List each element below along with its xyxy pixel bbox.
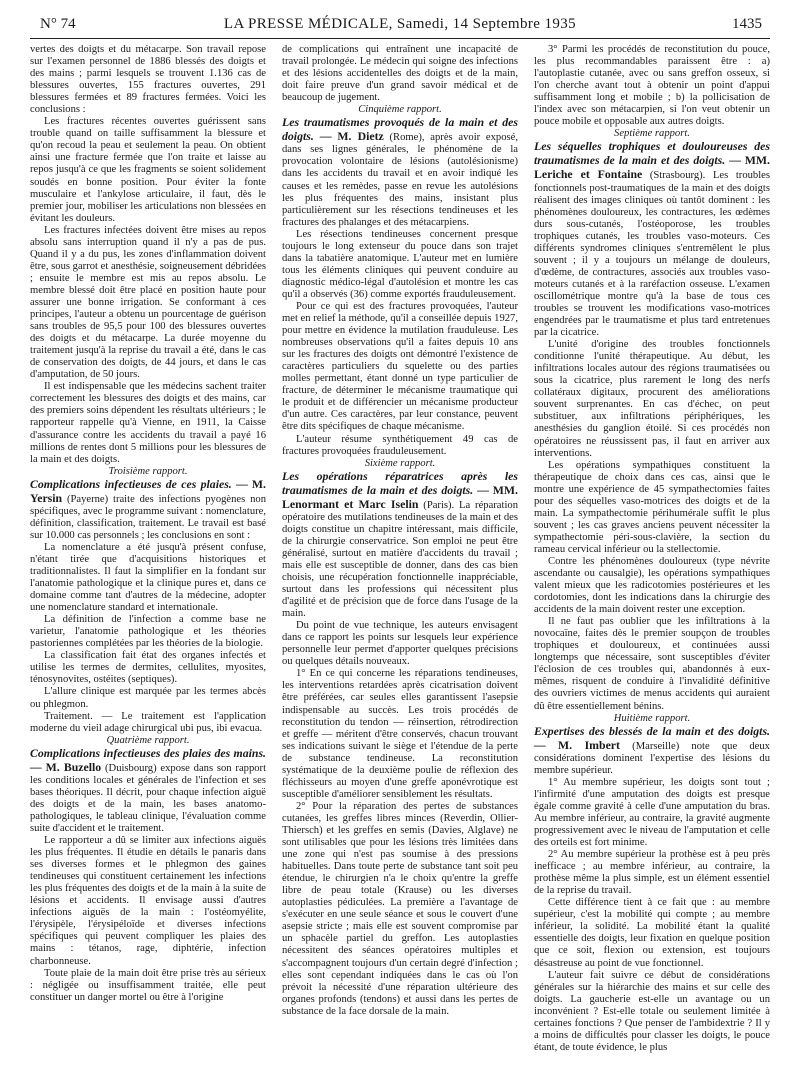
paragraph: 1° En ce qui concerne les réparations tendineuses, les interventions retardées après cicatrisation doivent être préférées, car seules elles garantissent l'asepsie indispensable au succès. Les trois procédés de reconstitution du tendon — réinsertion, rétrodirection et greffe — méritent d'être conservés, chacun trouvant ses indications suivant le siège et l'étendue de la perte de substance tendineuse. La reconstitution systématique de la deuxième poulie de réflexion des fléchisseurs au moyen d'une greffe aponévrotique est susceptible d'améliorer sensiblement les résultats.	[282, 668, 518, 800]
column-3	[534, 44, 770, 1054]
section-heading: Sixième rapport.	[364, 457, 436, 469]
paragraph: La classification fait état des organes infectés et utilise les termes de dermites, cellulites, myosites, ténosynovites, ostéites (septiques).	[30, 650, 266, 686]
section-heading: Septième rapport.	[614, 128, 690, 140]
paragraph: (Duisbourg) expose dans son rapport les conditions locales et générales de l'infection et ses bases théoriques. Il décrit, pour chaque infection aiguë des doigts et de la main, les bases anatomo-pathologiques, le tableau clinique, l'évaluation comme suite d'accident et le traitement.	[30, 762, 267, 834]
issue-number: N° 74	[40, 16, 76, 32]
paragraph: 3° Parmi les procédés de reconstitution du pouce, les plus recommandables paraissent être : a) l'autoplastie cutanée, avec ou sans greffon osseux, si l'on cherche avant tout à obtenir un point d'appui suffisamment long et mobile ; b) la pollicisation de l'index avec son métacarpien, si l'on veut obtenir un pouce mobile et opposable aux autres doigts.	[534, 44, 770, 128]
section-heading: Troisième rapport.	[108, 465, 188, 477]
paragraph: 1° Au membre supérieur, les doigts sont tout ; l'infirmité d'une amputation des doigts est presque égale comme gravité à celle d'une amputation du bras. Au membre inférieur, au contraire, la gravité augmente progressivement avec le niveau de l'amputation et celle des orteils est fort minime.	[534, 776, 770, 849]
section-heading: Quatrième rapport.	[106, 734, 190, 746]
paragraph: 2° Pour la réparation des pertes de substances cutanées, les greffes libres minces (Reverdin, Ollier-Thiersch) et les greffes en semis (Davies, Alglave) ne sont utilisables que pour les lésions très limitées dans une zone qui n'est pas soumise à des pressions habituelles. Dans toute perte de substance tant soit peu étendue, le chirurgien n'a le choix qu'entre la greffe libre de peau totale (Krause) ou les diverses autoplasties pédiculées. La première a l'avantage de s'exécuter en une seule séance et sous le couvert d'une asepsie stricte ; mais elle est souvent compromise par un sphacèle partiel du greffon. Les autoplasties nécessitent des séances opératoires multiples et s'accompagnent toujours d'un certain degré d'infection ; elles sont cependant indiquées dans le cas où l'on prévoit la nécessité d'une réparation ultérieure des organes profonds (tendons) et aussi dans les pertes de substance de la face dorsale de la main.	[282, 800, 518, 1017]
column-1	[30, 44, 266, 1004]
paragraph: Cette différence tient à ce fait que : au membre supérieur, c'est la mobilité qui compte ; au membre inférieur, la solidité. La mobilité étant la qualité essentielle des doigts, leur fixation en quelque position que ce soit, flexion ou extension, est toujours désastreuse au point de vue fonctionnel.	[534, 897, 770, 969]
author-name: MM. Lenormant et Marc Iselin	[282, 482, 518, 511]
paragraph: Le rapporteur a dû se limiter aux infections aiguës les plus fréquentes. Il étudie en détails le panaris dans ses diverses formes et le phlegmon des gaines tendineuses qui constituent certainement les infections les plus fréquentes des doigts et de la main à la suite de lésions et accidents. Il envisage aussi d'autres infections aiguës de la main : l'ostéomyélite, l'érysipèle, l'érysipéloïde et diverses infections spécifiques qui peuvent compliquer les plaies des mains : tétanos, rage, diphtérie, infection charbonneuse.	[30, 835, 266, 967]
paragraph: Traitement. — Le traitement est l'application moderne du vieil adage chirurgical ubi pus, ibi evacua.	[30, 710, 266, 734]
article-intro	[534, 140, 770, 339]
paragraph: (Marseille) note que deux considérations dominent l'expertise des lésions du membre supérieur.	[534, 740, 770, 776]
article-title: Complications infectieuses des plaies des mains. —	[30, 745, 266, 774]
article-title: Les opérations réparatrices après les traumatismes de la main et des doigts. —	[282, 468, 518, 497]
article-title: Les séquelles trophiques et douloureuses des traumatismes de la main et des doigts. —	[534, 139, 770, 168]
article-intro	[534, 725, 770, 777]
paragraph: (Payerne) traite des infections pyogènes non spécifiques, avec le programme suivant : nomenclature, définition, classification, traitement. Le travail est basé sur 10.000 cas personnels ; les conclusions en sont :	[30, 493, 266, 541]
article-title: Complications infectieuses de ces plaies. —	[30, 476, 248, 491]
author-name: M. Yersin	[30, 476, 267, 505]
paragraph: L'allure clinique est marquée par les termes abcès ou phlegmon.	[30, 686, 266, 710]
article-intro	[282, 116, 518, 228]
article-title: Expertises des blessés de la main et des doigts. —	[534, 723, 770, 752]
paragraph: 2° Au membre supérieur la prothèse est à peu près inefficace ; au membre inférieur, au contraire, la prothèse même la plus simple, est un élément essentiel de la reprise du travail.	[534, 849, 770, 897]
page-number: 1435	[732, 16, 762, 32]
paragraph: La définition de l'infection a comme base ne varietur, l'anatomie pathologique et les théories pastoriennes complétées par les théories de la biologie.	[30, 614, 266, 650]
paragraph: Toute plaie de la main doit être prise très au sérieux : négligée ou insuffisamment traitée, elle peut constituer un danger mortel ou être à l'origine	[30, 967, 266, 1003]
paragraph: Contre les phénomènes douloureux (type névrite ascendante ou causalgie), les opérations sympathiques valent mieux que les radicotomies postérieures et les cordotomies, dont les indications dans la chirurgie des accidents de la main doivent rester une exception.	[534, 555, 770, 616]
paragraph: Il est indispensable que les médecins sachent traiter correctement les blessures des doigts et des mains, car des premiers soins dépendent les résultats ultérieurs ; le rapporteur rappelle qu'à Vienne, en 1911, la Caisse d'assurance contre les accidents du travail a payé 16 millions de rentes dont 5 millions pour les blessures de la main et des doigts.	[30, 381, 266, 465]
column-2	[282, 44, 518, 1018]
paragraph: Les opérations sympathiques constituent la thérapeutique de choix dans ces cas, ainsi que le montre une expérience de 45 sympathectomies faites pour des séquelles vaso-motrices des doigts et de la main. La sympathectomie périhumérale suffit le plus souvent ; les cas graves anciens peuvent nécessiter la sympathectomie péri-sous-clavière, la section du rameau cervical inférieur ou la stellectomie.	[534, 459, 770, 555]
paragraph: vertes des doigts et du métacarpe. Son travail repose sur l'examen personnel de 1886 blessés des doigts et des mains ; parmi lesquels se trouvent 1.136 cas de blessures ouvertes, 155 fractures ouvertes, 291 blessures fermées et 89 fractures fermées. Voici les conclusions :	[30, 44, 266, 116]
paragraph: (Paris). La réparation opératoire des mutilations tendineuses de la main et des doigts constitue un chapitre intéressant, mais difficile, de la chirurgie conservatrice. Son emploi ne peut être généralisé, surtout en matière d'accidents du travail ; mais elle est susceptible de donner, dans des cas bien choisis, une récupération fonctionnelle inappréciable, surtout dans les professions qui nécessitent plus d'agilité et de précision que de force dans l'usage de la main.	[282, 499, 518, 620]
article-title: Les traumatismes provoqués de la main et des doigts. —	[282, 115, 518, 144]
article-intro	[30, 478, 266, 542]
article-intro	[30, 747, 266, 835]
paragraph: (Rome), après avoir exposé, dans ses lignes générales, le phénomène de la provocation volontaire de lésions (autolésionisme) dans les accidents du travail et en avoir indiqué les causes et les remèdes, passe en revue les autolésions les plus fréquentes des mains, insistant plus particulièrement sur les résections tendineuses et les fractures des phalanges et des métacarpiens.	[282, 132, 518, 228]
paragraph: L'auteur résume synthétiquement 49 cas de fractures provoquées frauduleusement.	[282, 433, 518, 457]
author-name: M. Dietz	[337, 129, 384, 144]
section-heading: Cinquième rapport.	[358, 104, 442, 116]
article-intro	[282, 470, 518, 621]
paragraph: L'auteur fait suivre ce début de considérations générales sur la hiérarchie des mains et sur celle des doigts. La gaucherie est-elle un avantage ou un inconvénient ? Est-elle totale ou seulement limitée à certaines fonctions ? Que penser de l'ambidextrie ? Il y a moins de difficultés pour classer les doigts, le pouce étant, de toute évidence, le plus	[534, 969, 770, 1053]
author-name: M. Imbert	[558, 737, 620, 752]
paragraph: de complications qui entraînent une incapacité de travail prolongée. Le médecin qui soigne des infections et des lésions accidentelles des doigts et de la main, doit faire preuve d'un grand savoir médical et de beaucoup de jugement.	[282, 44, 518, 104]
paragraph: Pour ce qui est des fractures provoquées, l'auteur met en relief la méthode, qu'il a conseillée depuis 1927, pour mettre en évidence la mutilation frauduleuse. Les nombreuses observations qu'il a faites depuis 10 ans sur les fractures des doigts ont démontré l'existence de caractères particuliers du squelette ou des parties molles permettant, étant donné un type particulier de fracture, de déterminer le mécanisme traumatique qui le produit et de différencier un mécanisme producteur d'un autre. Ces caractères, par leur constance, peuvent être dits spécifiques de chaque mécanisme.	[282, 300, 518, 433]
paragraph: L'unité d'origine des troubles fonctionnels conditionne l'unité thérapeutique. Au début, les infiltrations locales autour des régions traumatisées ou sous la cicatrice, plus rarement le long des nerfs collatéraux digitaux, procurent des améliorations souvent surprenantes. En cas d'échec, on peut substituer, aux infiltrations périphériques, les anesthésies du ganglion étoilé. Si ces procédés non opératoires ne réussissent pas, il faut en arriver aux interventions.	[534, 339, 770, 459]
paragraph: La nomenclature a été jusqu'à présent confuse, n'étant tirée que d'acquisitions historiques et traditionnalistes. Il faut la simplifier en la fondant sur l'anatomie pathologique et la clinique pures et, dans ce domaine comme tant d'autres de la médecine, adopter une nomenclature standard et internationale.	[30, 541, 266, 614]
header-rule	[30, 38, 770, 39]
author-name: MM. Leriche et Fontaine	[534, 153, 770, 182]
paragraph: Les fractures récentes ouvertes guérissent sans trouble quand on taille suffisamment la blessure et qu'on recoud la peau et seulement la peau. On obtient ainsi une fracture fermée que l'on traite et laisse au repos jusqu'à ce que les fragments se soient solidement soudés en bonne position. Pour éviter la fonte musculaire et l'ankylose articulaire, il faut, dès le premier jour, mobiliser les articulations non blessées en évitant les douleurs.	[30, 116, 266, 224]
paragraph: (Strasbourg). Les troubles fonctionnels post-traumatiques de la main et des doigts réalisent des images cliniques où tantôt dominent : les phénomènes douloureux, les contractures, les œdèmes durs sous-cutanés, l'ostéoporose, les troubles trophiques cutanés, les troubles vaso-moteurs. Ces différents syndromes cliniques s'entremêlent le plus souvent ; il y a toujours un mélange de douleurs, d'œdème, de contractures, associés aux troubles vaso-moteurs cutanés et à la raréfaction osseuse. L'examen oscillométrique montre qu'à la base de tous ces troubles se trouvent les modifications vaso-motrices engendrées par le traumatisme et plus tard entretenues par la cicatrice.	[534, 170, 770, 339]
section-heading: Huitième rapport.	[613, 712, 691, 724]
paragraph: Il ne faut pas oublier que les infiltrations à la novocaïne, faites dès le premier soupçon de troubles trophiques et douloureux, et continuées aussi longtemps que nécessaire, sont susceptibles d'éviter l'éclosion de ces troubles qui, abandonnés à eux-mêmes, risquent de conduire à l'invalidité définitive des ouvriers victimes de menus accidents qui auraient dû être essentiellement bénins.	[534, 616, 770, 712]
paragraph: Les fractures infectées doivent être mises au repos absolu sans interruption quand il n'y a pas de pus. Quand il y a du pus, les zones d'inflammation doivent être, sous garrot et anesthésie, soigneusement débridées ; ensuite le membre est mis au repos absolu. Le membre blessé doit être placé en position haute pour assurer une bonne irrigation. Se conformant à ces principes, l'auteur a obtenu un pourcentage de guérison sans troubles de 95,5 pour 100 des blessures ouvertes des doigts et du métacarpe. La durée moyenne du traitement jusqu'à la reprise du travail a été, dans le cas de conservation des doigts, de 44 jours, et dans le cas d'amputation, de 50 jours.	[30, 224, 266, 381]
author-name: M. Buzello	[45, 759, 102, 774]
paragraph: Du point de vue technique, les auteurs envisagent dans ce rapport les points sur lesquels leur expérience personnelle leur permet d'apporter quelques précisions ou quelques détails nouveaux.	[282, 620, 518, 668]
page-header	[30, 16, 770, 36]
paragraph: Les résections tendineuses concernent presque toujours le long extenseur du pouce dans son trajet dans la tabatière anatomique. L'auteur met en lumière tous les éléments cliniques qui peuvent conduire au diagnostic médico-légal d'autolésion et montre les cas qu'il a observés (36) comme exportés frauduleusement.	[282, 228, 518, 300]
journal-title: LA PRESSE MÉDICALE, Samedi, 14 Septembre 1935	[223, 16, 577, 32]
